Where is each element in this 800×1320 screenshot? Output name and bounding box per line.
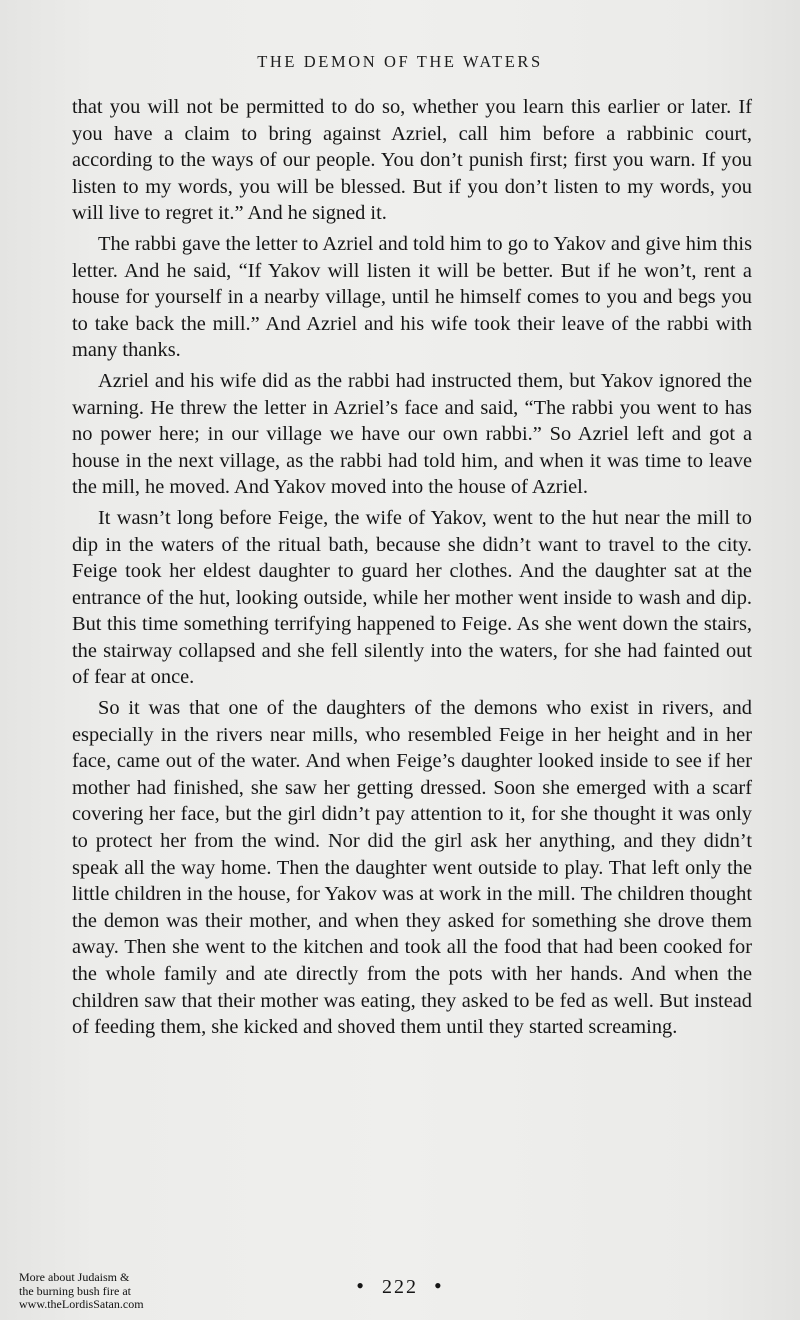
watermark-line: More about Judaism & xyxy=(19,1270,130,1284)
body-text xyxy=(72,94,752,1045)
paragraph: that you will not be permitted to do so, whether you learn this earlier or later. If you have a claim to bring against Azriel, call him before a rabbinic court, according to the ways of our people. You don’t punish first; first you warn. If you listen to my words, you will be blessed. But if you don’t listen to my words, you will live to regret it.” And he signed it. xyxy=(72,96,752,225)
folio-ornament-right: • xyxy=(434,1273,444,1298)
paragraph: It wasn’t long before Feige, the wife of Yakov, went to the hut near the mill to dip in the waters of the ritual bath, because she didn’t want to travel to the city. Feige took her eldest daughter to guard her clothes. And the daughter sat at the entrance of the hut, looking outside, while her mother went inside to wash and dip. But this time something terrifying happened to Feige. As she went down the stairs, the stairway collapsed and she fell silently into the waters, for she had fainted out of fear at once. xyxy=(72,506,752,689)
folio-ornament-left: • xyxy=(356,1273,366,1298)
paragraph: The rabbi gave the letter to Azriel and told him to go to Yakov and give him this letter. And he said, “If Yakov will listen it will be better. But if he won’t, rent a house for yourself in a nearby village, until he himself comes to you and begs you to take back the mill.” And Azriel and his wife took their leave of the rabbi with many thanks. xyxy=(72,232,752,362)
page-number-value: 222 xyxy=(382,1276,418,1298)
watermark-note xyxy=(19,1271,219,1312)
watermark-url: www.theLordisSatan.com xyxy=(19,1297,144,1312)
running-head: THE DEMON OF THE WATERS xyxy=(257,52,543,71)
paragraph: So it was that one of the daughters of the demons who exist in rivers, and especially in the rivers near mills, who resembled Feige in her height and in her face, came out of the water. And when Feige’s daughter looked inside to see if her mother had finished, she saw her getting dressed. Soon she emerged with a scarf covering her face, but the girl didn’t pay attention to it, for she thought it was only to protect her from the wind. Nor did the girl ask her anything, and they didn’t speak all the way home. Then the daughter went outside to play. That left only the little children in the house, for Yakov was at work in the mill. The children thought the demon was their mother, and when they asked for something she drove them away. Then she went to the kitchen and took all the food that had been cooked for the whole family and ate directly from the pots with her hands. And when the children saw that their mother was eating, they asked to be fed as well. But instead of feeding them, she kicked and shoved them until they started screaming. xyxy=(72,697,752,1039)
paragraph: Azriel and his wife did as the rabbi had instructed them, but Yakov ignored the warning. He threw the letter in Azriel’s face and said, “The rabbi you went to has no power here; in our village we have our own rabbi.” So Azriel left and got a house in the next village, as the rabbi had told him, and when it was time to leave the mill, he moved. And Yakov moved into the house of Azriel. xyxy=(72,369,752,499)
watermark-line: the burning bush fire at xyxy=(19,1283,131,1298)
